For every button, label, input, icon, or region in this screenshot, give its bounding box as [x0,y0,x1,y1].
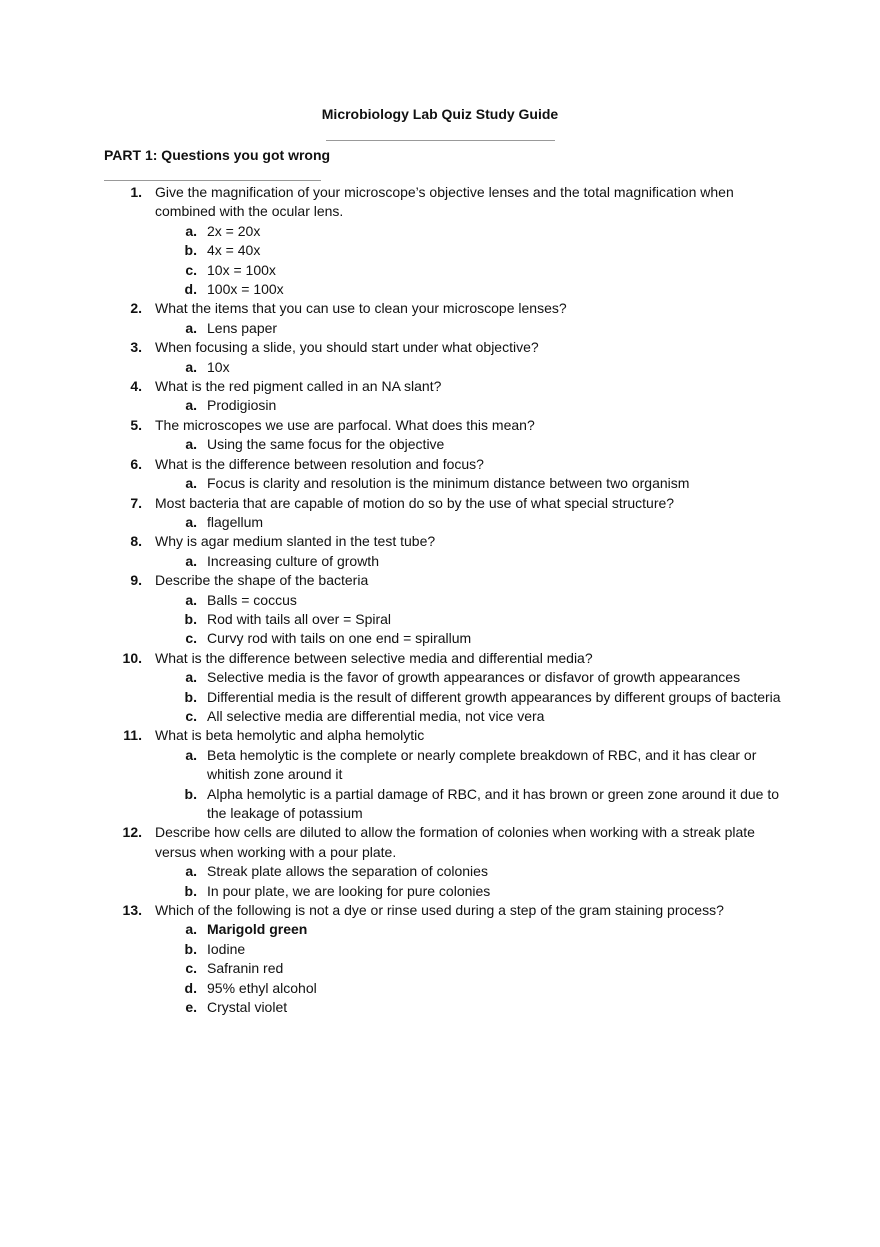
question-text: What the items that you can use to clean your microscope lenses? [155,300,567,317]
answer-item [104,319,784,338]
page-title: Microbiology Lab Quiz Study Guide [321,106,559,122]
answer-text: In pour plate, we are looking for pure colonies [207,882,491,899]
title-underline [326,140,555,141]
answer-item [104,785,784,824]
answer-letter: a. [185,921,197,938]
answer-item [104,591,784,610]
answer-item [104,629,784,648]
answer-text: Differential media is the result of different growth appearances by different groups of bacteria [207,688,781,705]
question-number: 11. [123,727,142,744]
question-number: 10. [122,649,142,666]
answer-text: Rod with tails all over = Spiral [207,610,392,627]
answer-letter: a. [185,669,197,686]
answer-letter: b. [184,242,197,259]
answer-item [104,688,784,707]
answer-text: Beta hemolytic is the complete or nearly complete breakdown of RBC, and it has clear or whitish zone around it [207,746,757,783]
question-item [104,571,784,590]
question-item [104,901,784,920]
question-number: 5. [130,416,142,433]
answer-letter: a. [185,319,197,336]
answer-text: Selective media is the favor of growth appearances or disfavor of growth appearances [207,669,741,686]
answer-text: Lens paper [207,319,278,336]
answer-letter: c. [185,960,197,977]
answer-item [104,746,784,785]
answer-item [104,241,784,260]
answer-item [104,435,784,454]
answer-text: Using the same focus for the objective [207,436,445,453]
question-text: Which of the following is not a dye or rinse used during a step of the gram staining process? [155,902,724,919]
answer-item [104,396,784,415]
answer-item [104,998,784,1017]
question-number: 4. [130,378,142,395]
answer-text: Balls = coccus [207,591,297,608]
answer-text: flagellum [207,513,264,530]
answer-letter: c. [185,630,197,647]
answer-letter: b. [184,610,197,627]
answer-letter: c. [185,261,197,278]
answer-item [104,513,784,532]
part-heading-underline [104,180,321,181]
question-item [104,338,784,357]
answer-letter: b. [184,882,197,899]
question-text: The microscopes we use are parfocal. What does this mean? [155,416,535,433]
answer-text: Curvy rod with tails on one end = spirallum [207,630,472,647]
answer-text: Iodine [207,940,246,957]
question-text: Most bacteria that are capable of motion do so by the use of what special structure? [155,494,675,511]
answer-letter: a. [185,746,197,763]
question-number: 6. [130,455,142,472]
answer-item [104,610,784,629]
question-item [104,532,784,551]
question-item [104,377,784,396]
answer-text: Crystal violet [207,999,288,1016]
answer-item [104,862,784,881]
answer-text: 95% ethyl alcohol [207,979,317,996]
answer-item [104,552,784,571]
question-number: 12. [122,824,142,841]
question-text: Give the magnification of your microscope’s objective lenses and the total magnification when combined with the ocular lens. [155,184,734,220]
answer-letter: a. [185,863,197,880]
answer-item [104,261,784,280]
answer-item [104,707,784,726]
answer-item [104,358,784,377]
question-number: 2. [130,300,142,317]
answer-text: Focus is clarity and resolution is the minimum distance between two organism [207,475,690,492]
question-item [104,494,784,513]
question-item [104,823,784,862]
answer-letter: a. [185,358,197,375]
answer-letter: a. [185,552,197,569]
answer-text: 2x = 20x [207,222,261,239]
answer-letter: a. [185,397,197,414]
answer-text: Prodigiosin [207,397,277,414]
answer-letter: a. [185,475,197,492]
answer-text: Streak plate allows the separation of colonies [207,863,488,880]
answer-text: 100x = 100x [207,281,284,298]
answer-letter: a. [185,513,197,530]
answer-item [104,280,784,299]
answer-letter: b. [184,785,197,802]
question-list [104,183,784,1017]
question-number: 3. [130,339,142,356]
answer-letter: d. [184,979,197,996]
answer-text: 10x [207,358,230,375]
answer-text: Increasing culture of growth [207,552,379,569]
question-item [104,299,784,318]
question-number: 9. [130,572,142,589]
answer-item [104,882,784,901]
question-item [104,726,784,745]
part-heading: PART 1: Questions you got wrong [104,147,331,163]
answer-text: 4x = 40x [207,242,261,259]
answer-text: 10x = 100x [207,261,276,278]
question-text: What is beta hemolytic and alpha hemolytic [155,727,425,744]
answer-letter: d. [184,281,197,298]
question-text: What is the difference between resolution and focus? [155,455,484,472]
question-number: 13. [122,902,142,919]
question-text: What is the red pigment called in an NA slant? [155,378,442,395]
answer-item [104,920,784,939]
answer-letter: a. [185,222,197,239]
question-number: 1. [130,184,142,200]
answer-letter: a. [185,591,197,608]
answer-text: Marigold green [207,921,308,938]
answer-item [104,474,784,493]
answer-text: Alpha hemolytic is a partial damage of RBC, and it has brown or green zone around it due to the leakage of potassium [207,785,779,821]
answer-item [104,979,784,998]
answer-text: All selective media are differential media, not vice vera [207,707,545,724]
answer-item [104,940,784,959]
question-text: Describe the shape of the bacteria [155,572,369,589]
question-number: 7. [130,494,142,511]
answer-item [104,668,784,687]
question-item [104,183,784,222]
question-item [104,649,784,668]
question-item [104,455,784,474]
question-text: What is the difference between selective media and differential media? [155,649,593,666]
question-number: 8. [130,533,142,550]
answer-text: Safranin red [207,960,284,977]
question-text: Why is agar medium slanted in the test tube? [155,533,436,550]
answer-letter: a. [185,436,197,453]
answer-item [104,222,784,241]
question-text: Describe how cells are diluted to allow the formation of colonies when working with a streak plate versus when working with a pour plate. [155,824,755,860]
answer-letter: b. [184,688,197,705]
question-item [104,416,784,435]
answer-item [104,959,784,978]
question-text: When focusing a slide, you should start under what objective? [155,339,539,356]
answer-letter: b. [184,940,197,957]
answer-letter: e. [185,999,197,1016]
answer-letter: c. [185,707,197,724]
